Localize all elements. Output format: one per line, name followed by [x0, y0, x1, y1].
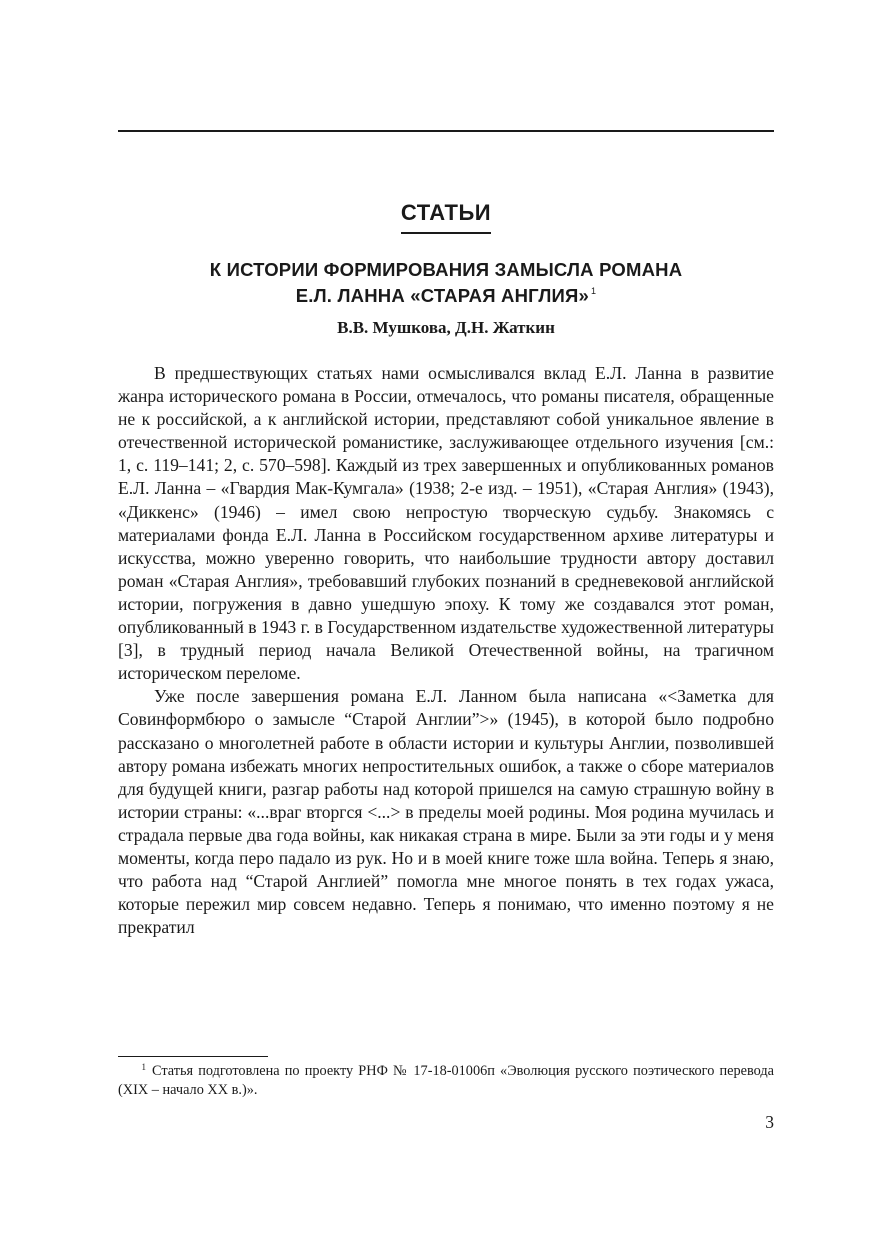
article-title-line-1: К ИСТОРИИ ФОРМИРОВАНИЯ ЗАМЫСЛА РОМАНА — [209, 259, 683, 280]
body-paragraph-1: В предшествующих статьях нами осмысливался вклад Е.Л. Ланна в развитие жанра исторического романа в России, отмечалось, что романы писателя, обращенные не к российской, а к английской истории, представляют собой уникальное явление в отечественной исторической романистике, заслуживающее отдельного изучения [см.: 1, с. 119–141; 2, с. 570–598]. Каждый из трех завершенных и опубликованных романов Е.Л. Ланна – «Гвардия Мак-Кумгала» (1938; 2-е изд. – 1951), «Старая Англия» (1943), «Диккенс» (1946) – имел свою непростую творческую судьбу. Знакомясь с материалами фонда Е.Л. Ланна в Российском государственном архиве литературы и искусства, можно уверенно говорить, что наибольшие трудности автору доставил роман «Старая Англия», требовавший глубоких познаний в средневековой английской истории, погружения в давно ушедшую эпоху. К тому же создавался этот роман, опубликованный в 1943 г. в Государственном издательстве художественной литературы [3], в трудный период начала Великой Отечественной войны, на трагичном историческом переломе. — [118, 363, 774, 684]
article-title-line-2 — [118, 283, 774, 309]
article-body — [118, 362, 774, 939]
article-title-line-2-text: Е.Л. ЛАННА «СТАРАЯ АНГЛИЯ» — [295, 285, 590, 306]
article-title — [118, 257, 774, 309]
header-rule — [118, 130, 774, 132]
section-heading — [118, 200, 774, 234]
body-paragraph-2: Уже после завершения романа Е.Л. Ланном была написана «<Заметка для Совинформбюро о замысле “Старой Англии”>» (1945), в которой было подробно рассказано о многолетней работе в области истории и культуры Англии, позволившей автору романа избежать многих непростительных ошибок, а также о сборе материалов для будущей книги, разгар работы над которой пришелся на самую страшную войну в истории страны: «...враг вторгся <...> в пределы моей родины. Моя родина мучилась и страдала первые два года войны, как никакая страна в мире. Были за эти годы и у меня моменты, когда перо падало из рук. Но и в моей книге тоже шла война. Теперь я знаю, что работа над “Старой Англией” помогла мне многое понять в тех годах ужаса, которые пережил мир совсем недавно. Теперь я понимаю, что именно поэтому я не прекратил — [118, 686, 774, 938]
footnote-text: Статья подготовлена по проекту РНФ № 17-18-01006п «Эволюция русского поэтического перевода (XIX – начало XX в.)». — [118, 1063, 774, 1098]
article-authors: В.В. Мушкова, Д.Н. Жаткин — [337, 318, 555, 337]
section-heading-text: СТАТЬИ — [401, 200, 491, 234]
footnote-rule — [118, 1056, 268, 1057]
title-footnote-mark[interactable]: 1 — [591, 286, 597, 296]
footnote: 1 Статья подготовлена по проекту РНФ № 17-18-01006п «Эволюция русского поэтического перевода (XIX – начало XX в.)». — [118, 1062, 774, 1098]
page-number: 3 — [765, 1112, 774, 1132]
